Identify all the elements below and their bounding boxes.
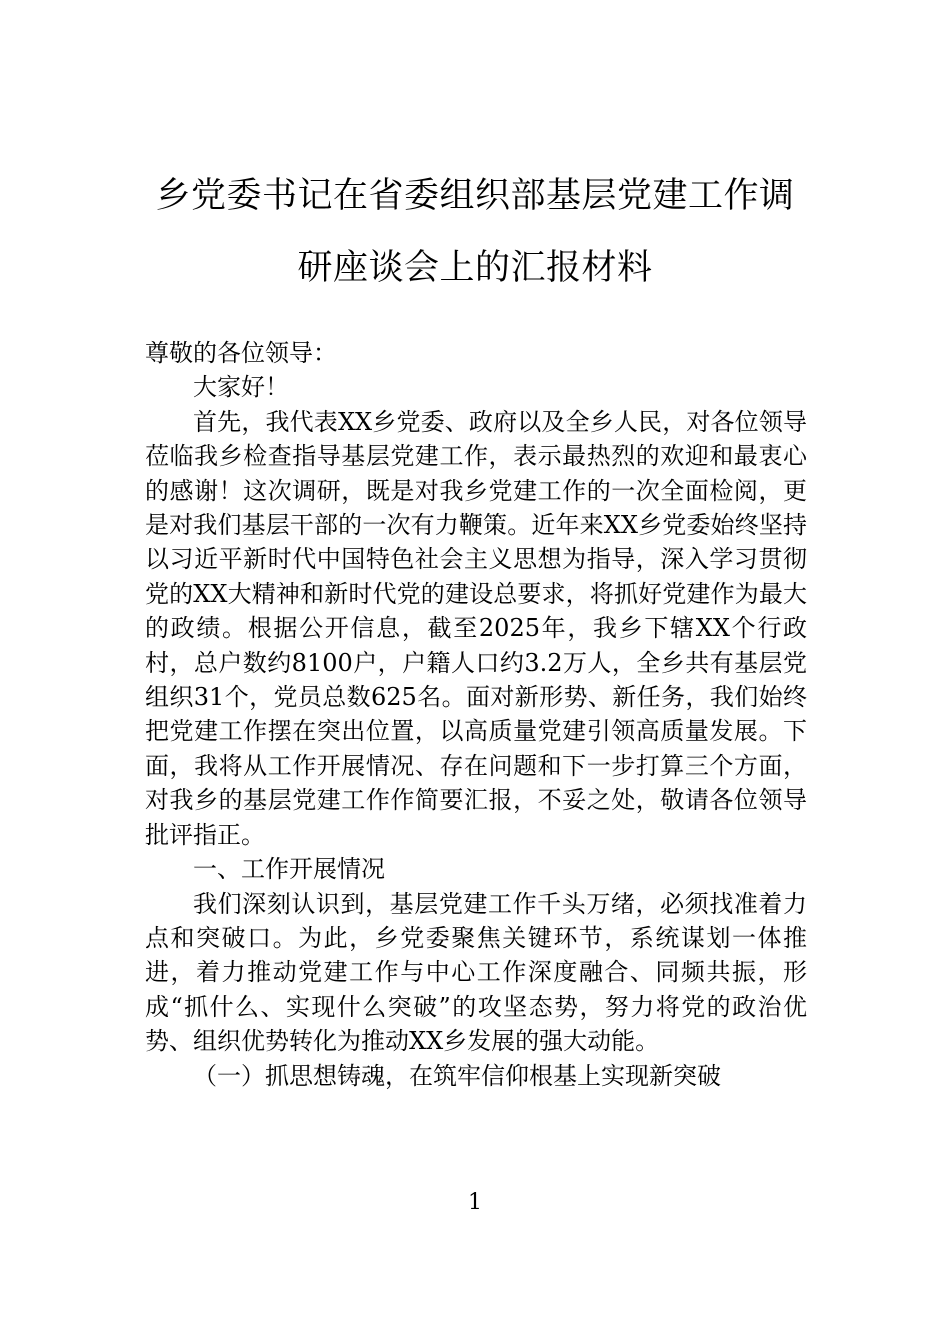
paragraph-work-overview: 我们深刻认识到，基层党建工作千头万绪，必须找准着力点和突破口。为此，乡党委聚焦关键环节，系统谋划一体推进，着力推动党建工作与中心工作深度融合、同频共振，形成“抓什么、实现什么突破”的攻坚态势，努力将党的政治优势、组织优势转化为推动XX乡发展的强大动能。 [145,889,807,1056]
salutation: 尊敬的各位领导： [145,339,337,367]
subsection-heading: （一）抓思想铸魂，在筑牢信仰根基上实现新突破 [193,1061,721,1090]
document-title-line-2: 研座谈会上的汇报材料 [297,248,653,288]
page-number: 1 [468,1190,482,1215]
document-title-line-1: 乡党委书记在省委组织部基层党建工作调 [155,176,795,216]
document-body [145,336,807,1093]
greeting: 大家好！ [193,373,289,402]
section-heading: 一、工作开展情况 [193,855,385,884]
paragraph-intro: 首先，我代表XX乡党委、政府以及全乡人民，对各位领导莅临我乡检查指导基层党建工作，表示最热烈的欢迎和最衷心的感谢！这次调研，既是对我乡党建工作的一次全面检阅，更是对我们基层干部的一次有力鞭策。近年来XX乡党委始终坚持以习近平新时代中国特色社会主义思想为指导，深入学习贯彻党的XX大精神和新时代党的建设总要求，将抓好党建作为最大的政绩。根据公开信息，截至2025年，我乡下辖XX个行政村，总户数约8100户，户籍人口约3.2万人，全乡共有基层党组织31个，党员总数625名。面对新形势、新任务，我们始终把党建工作摆在突出位置，以高质量党建引领高质量发展。下面，我将从工作开展情况、存在问题和下一步打算三个方面，对我乡的基层党建工作作简要汇报，不妥之处，敬请各位领导批评指正。 [145,407,807,849]
